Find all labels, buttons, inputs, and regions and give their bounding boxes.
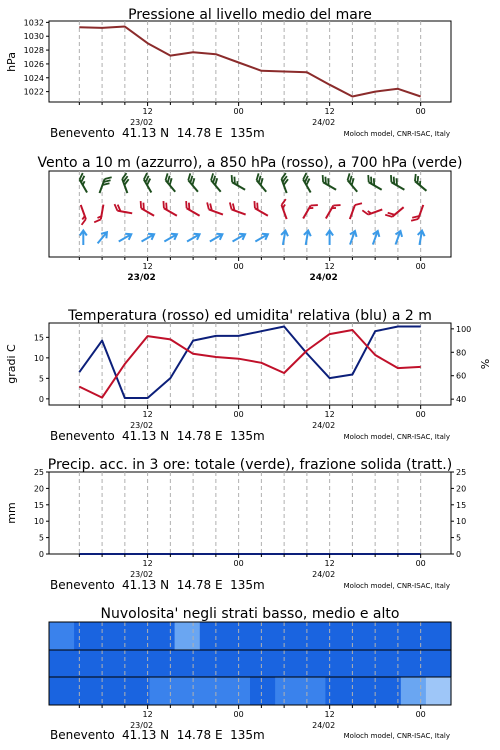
cloud-cell [275,622,301,650]
wind-850-barb [113,204,133,213]
pressure-x-tick-label: 12 [324,107,335,116]
wind-850-barb [411,203,423,223]
cloud-x-date-label: 24/02 [312,721,336,730]
humidity-y-tick-label: 80 [456,348,467,358]
cloud-cell [250,677,276,705]
temperature-x-tick-label: 12 [324,410,335,419]
wind-700-barb [280,173,292,193]
precip-y-tick-label: 25 [456,468,467,477]
wind-850-barb-feather [94,218,101,223]
wind-850-barb [385,203,403,220]
cloud-title: Nuvolosita' negli strati basso, medio e alto [100,606,400,622]
cloud-cell [351,677,377,705]
cloud-cell [225,677,251,705]
wind-700-barb [254,173,271,191]
wind-850-barb-feather [355,201,362,207]
temperature-gridlines [79,323,420,405]
pressure-footer-station: Benevento [50,126,115,140]
cloud-cell [150,622,176,650]
pressure-footer-credit: Moloch model, CNR-ISAC, Italy [343,130,450,138]
wind-barbs [75,173,430,246]
cloud-cell [426,622,452,650]
cloud-cell [150,677,176,705]
temperature-y-ticks [34,333,49,404]
cloud-cell [401,622,427,650]
wind-title: Vento a 10 m (azzurro), a 850 hPa (rosso), a 700 hPa (verde) [37,155,463,171]
pressure-footer-coords: 41.13 N 14.78 E 135m [122,126,265,140]
precip-y-tick-label: 15 [33,500,44,510]
precip-y-ticks-right [451,468,466,559]
cloud-cell [49,677,75,705]
temperature-x-ticks [79,405,425,430]
cloud-cell [250,622,276,650]
wind-10m-barb [302,230,311,245]
wind-850-barb-feather [362,209,368,216]
pressure-y-label: hPa [5,52,18,72]
precip-title: Precip. acc. in 3 ore: totale (verde), frazione solida (tratt.) [47,457,453,473]
cloud-cell [49,650,75,677]
wind-x-tick-label: 00 [415,262,426,271]
cloud-cell [99,622,125,650]
precip-x-tick-label: 00 [415,559,426,568]
pressure-x-date-label: 24/02 [312,118,336,127]
temperature-panel [5,308,492,443]
cloud-cell [99,677,125,705]
cloud-cell [124,650,150,677]
cloud-x-tick-label: 00 [233,710,244,719]
precip-y-tick-label: 0 [38,550,44,559]
cloud-cell [99,650,125,677]
wind-10m-barb [279,230,288,245]
temperature-y-tick-label: 0 [38,394,44,404]
humidity-y-ticks [451,325,471,404]
humidity-y-label: % [479,358,492,370]
precip-footer-coords: 41.13 N 14.78 E 135m [122,578,265,592]
cloud-cell [124,677,150,705]
temperature-x-date-label: 23/02 [130,421,154,430]
pressure-y-tick-label: 1024 [23,73,44,83]
cloud-cell [275,677,301,705]
temperature-footer-station: Benevento [50,429,115,443]
pressure-y-tick-label: 1026 [23,59,44,69]
precip-y-label: mm [5,502,18,524]
wind-850-barb [75,205,87,225]
cloud-cell [124,622,150,650]
pressure-title: Pressione al livello medio del mare [128,7,372,23]
pressure-x-ticks [79,102,425,127]
precip-y-tick-label: 5 [456,533,462,543]
temperature-footer-coords: 41.13 N 14.78 E 135m [122,429,265,443]
cloud-cell [74,650,100,677]
pressure-y-ticks [24,18,49,96]
wind-850-barb [362,204,382,216]
cloud-cell [401,677,427,705]
humidity-line [79,327,420,399]
pressure-x-date-label: 23/02 [130,118,154,127]
cloud-cell [426,677,452,705]
precip-x-date-label: 24/02 [312,570,336,579]
humidity-y-tick-label: 40 [456,395,467,405]
cloud-cell [49,622,75,650]
pressure-y-tick-label: 1030 [23,32,44,42]
cloud-cell [200,677,226,705]
temperature-x-date-label: 24/02 [312,421,336,430]
wind-700-barb [78,173,93,192]
precip-gridlines [79,472,420,554]
pressure-gridlines [79,21,420,102]
cloud-cell [175,650,201,677]
wind-panel [37,155,462,283]
cloud-cell [300,677,326,705]
pressure-y-tick-label: 1032 [23,18,44,28]
humidity-y-tick-label: 60 [456,371,467,381]
precip-y-tick-label: 25 [33,468,44,477]
wind-10m-barb [416,230,425,245]
precip-y-tick-label: 5 [38,533,44,543]
precip-y-tick-label: 20 [33,484,44,494]
pressure-line [79,27,420,97]
temperature-x-tick-label: 00 [415,410,426,419]
wind-700-barb [186,173,203,191]
precip-footer-credit: Moloch model, CNR-ISAC, Italy [343,582,450,590]
cloud-cell [175,622,201,650]
pressure-y-tick-label: 1028 [23,46,44,56]
cloud-cell [225,650,251,677]
cloud-x-tick-label: 12 [324,710,335,719]
temperature-footer-credit: Moloch model, CNR-ISAC, Italy [343,433,450,441]
wind-x-tick-label: 12 [324,262,335,271]
cloud-footer-coords: 41.13 N 14.78 E 135m [122,728,265,742]
temperature-y-tick-label: 5 [38,374,44,384]
temperature-y-tick-label: 10 [33,353,44,363]
precip-frame [49,472,451,554]
wind-700-barb [100,175,112,195]
wind-x-tick-label: 12 [142,262,153,271]
cloud-cell [275,650,301,677]
cloud-cell [401,650,427,677]
wind-850-barb [228,202,248,214]
precip-panel [5,457,466,592]
wind-700-barb [163,173,180,191]
precip-y-tick-label: 10 [33,517,44,527]
cloud-cell [250,650,276,677]
precip-y-tick-label: 0 [456,550,462,559]
temperature-y-label: gradi C [5,344,18,384]
cloud-cell [351,650,377,677]
precip-x-tick-label: 12 [324,559,335,568]
wind-10m-barb [80,231,87,246]
pressure-x-tick-label: 00 [415,107,426,116]
cloud-panel [49,606,452,742]
pressure-panel [5,7,451,140]
wind-700-barb [209,173,226,191]
humidity-y-tick-label: 100 [456,324,472,334]
wind-x-tick-label: 00 [233,262,244,271]
wind-850-barb [303,202,318,221]
cloud-cell [426,650,452,677]
cloud-cell [300,650,326,677]
temperature-x-tick-label: 12 [142,410,153,419]
wind-10m-barb [326,231,333,246]
wind-850-barb-feather [80,219,87,225]
pressure-x-tick-label: 00 [233,107,244,116]
cloud-x-ticks [79,705,425,730]
pressure-series [79,27,420,97]
temperature-humidity-series [79,327,420,399]
cloud-cell [351,622,377,650]
cloud-cell [200,622,226,650]
cloud-footer-station: Benevento [50,728,115,742]
wind-850-barb [205,202,225,214]
precip-x-tick-label: 00 [233,559,244,568]
wind-850-barb [326,202,341,221]
precip-footer-station: Benevento [50,578,115,592]
precip-y-tick-label: 10 [456,517,467,527]
precip-y-ticks [34,468,49,559]
cloud-cell [74,622,100,650]
cloud-cell [200,650,226,677]
temperature-title: Temperatura (rosso) ed umidita' relativa (blu) a 2 m [68,308,432,324]
cloud-cell [150,650,176,677]
wind-x-ticks [79,257,425,283]
cloud-cells [49,622,452,705]
cloud-cell [175,677,201,705]
wind-850-barb [280,199,292,219]
wind-850-barb [350,201,362,221]
pressure-y-tick-label: 1022 [23,87,44,97]
temperature-x-tick-label: 00 [233,410,244,419]
cloud-x-date-label: 23/02 [130,721,154,730]
cloud-cell [300,622,326,650]
precip-y-tick-label: 15 [456,500,467,510]
wind-700-barb [121,173,133,193]
wind-700-barb [142,173,157,192]
wind-700-barb [301,173,316,192]
cloud-footer-credit: Moloch model, CNR-ISAC, Italy [343,732,450,740]
cloud-cell [74,677,100,705]
cloud-x-tick-label: 12 [142,710,153,719]
temperature-y-tick-label: 15 [33,333,44,343]
precip-x-ticks [79,554,425,579]
precip-x-tick-label: 12 [142,559,153,568]
pressure-x-tick-label: 12 [142,107,153,116]
wind-x-date-label: 23/02 [127,273,156,283]
precip-y-tick-label: 20 [456,484,467,494]
cloud-x-tick-label: 00 [415,710,426,719]
wind-700-barb [345,173,362,191]
precip-x-date-label: 23/02 [130,570,154,579]
wind-x-date-label: 24/02 [309,273,338,283]
cloud-cell [225,622,251,650]
